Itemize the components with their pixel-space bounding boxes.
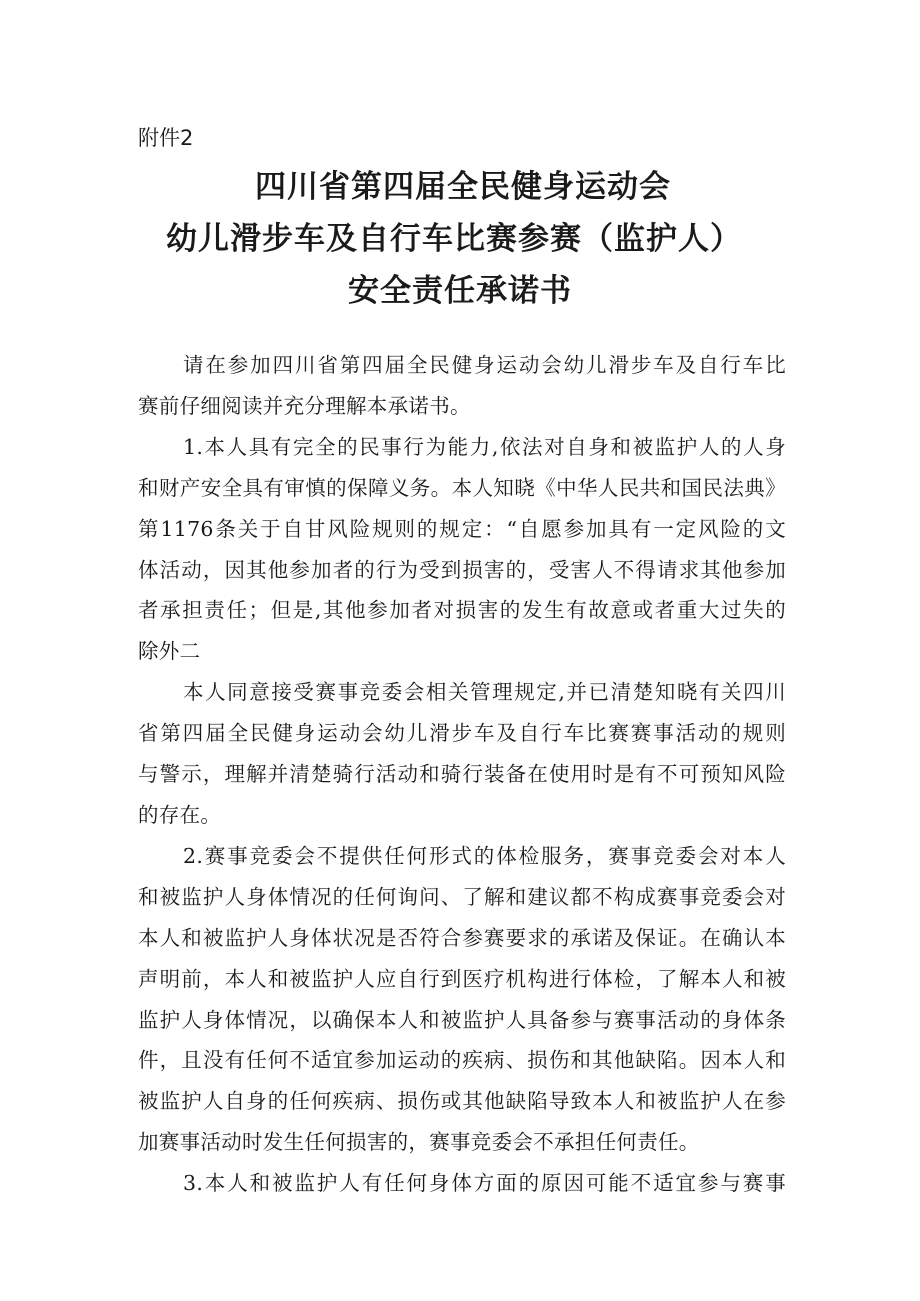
paragraph-line: 赛前仔细阅读并充分理解本承诺书。 — [138, 393, 471, 418]
paragraph-line: 省第四届全民健身运动会幼儿滑步车及自行车比赛赛事活动的规则 — [138, 721, 786, 746]
paragraph-line: 加赛事活动时发生任何损害的，赛事竞委会不承担任何责任。 — [138, 1130, 700, 1155]
document-body — [138, 345, 786, 1204]
paragraph-line: 被监护人自身的任何疾病、损伤或其他缺陷导致本人和被监护人在参 — [138, 1089, 786, 1114]
paragraph-line: 本人同意接受赛事竞委会相关管理规定,并已清楚知晓有关四川 — [183, 680, 786, 705]
paragraph-line: 3.本人和被监护人有任何身体方面的原因可能不适宜参与赛事 — [183, 1171, 786, 1196]
attachment-label: 附件2 — [138, 126, 194, 150]
paragraph-line: 和财产安全具有审慎的保障义务。本人知晓《中华人民共和国民法典》 — [138, 475, 786, 500]
paragraph-line: 和被监护人身体情况的任何询问、了解和建议都不构成赛事竞委会对 — [138, 884, 786, 909]
paragraph-line: 件，且没有任何不适宜参加运动的疾病、损伤和其他缺陷。因本人和 — [138, 1048, 786, 1073]
paragraph-line: 2.赛事竞委会不提供任何形式的体检服务，赛事竞委会对本人 — [183, 843, 786, 868]
title-line-3: 安全责任承诺书 — [348, 273, 572, 309]
paragraph-consent — [138, 672, 786, 836]
paragraph-line: 本人和被监护人身体状况是否符合参赛要求的承诺及保证。在确认本 — [138, 925, 786, 950]
paragraph-line: 者承担责任；但是,其他参加者对损害的发生有故意或者重大过失的 — [138, 598, 786, 623]
paragraph-line: 声明前，本人和被监护人应自行到医疗机构进行体检，了解本人和被 — [138, 966, 786, 991]
paragraph-line: 体活动，因其他参加者的行为受到损害的，受害人不得请求其他参加 — [138, 557, 786, 582]
paragraph-line: 请在参加四川省第四届全民健身运动会幼儿滑步车及自行车比 — [183, 353, 786, 377]
paragraph-intro — [138, 345, 786, 427]
paragraph-line: 1.本人具有完全的民事行为能力,依法对自身和被监护人的人身 — [183, 434, 786, 459]
paragraph-clause-1 — [138, 427, 786, 672]
paragraph-line: 与警示，理解并清楚骑行活动和骑行装备在使用时是有不可预知风险 — [138, 762, 786, 787]
title-line-1: 四川省第四届全民健身运动会 — [255, 169, 671, 205]
paragraph-line: 除外二 — [138, 639, 201, 664]
paragraph-line: 监护人身体情况，以确保本人和被监护人具备参与赛事活动的身体条 — [138, 1007, 786, 1032]
paragraph-line: 第1176条关于自甘风险规则的规定：“自愿参加具有一定风险的文 — [138, 516, 786, 541]
paragraph-clause-2 — [138, 836, 786, 1163]
title-line-2: 幼儿滑步车及自行车比赛参赛（监护人） — [166, 221, 742, 257]
paragraph-clause-3 — [138, 1163, 786, 1204]
paragraph-line: 的存在。 — [138, 802, 222, 827]
